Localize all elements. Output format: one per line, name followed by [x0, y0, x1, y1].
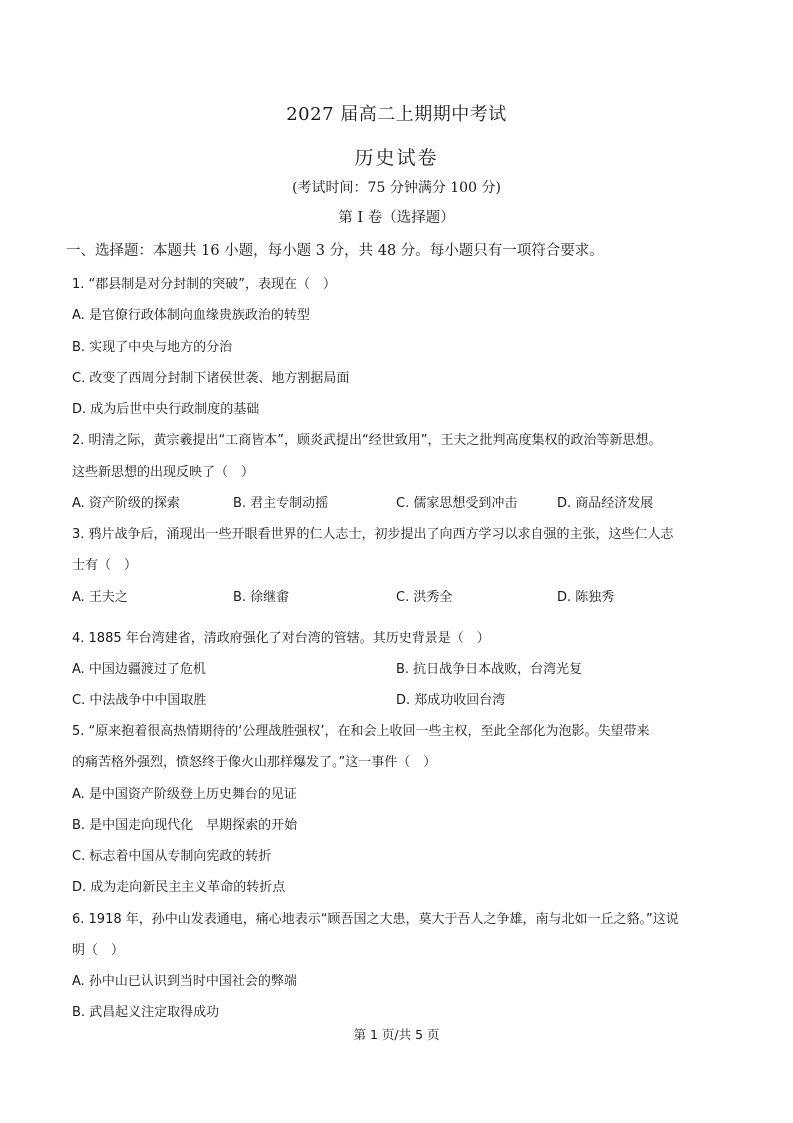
question-1-stem: 1. “郡县制是对分封制的突破”，表现在（ ）	[72, 277, 337, 292]
section-instructions: 一、选择题：本题共 16 小题，每小题 3 分，共 48 分。每小题只有一项符合要求。	[66, 243, 604, 259]
question-6-stem-line-1: 6. 1918 年，孙中山发表通电，痛心地表示“顾吾国之大患，莫大于吾人之争雄，南与北如一丘之貉。”这说	[72, 912, 679, 927]
page-footer: 第 1 页/共 5 页	[353, 1027, 440, 1042]
question-2-option-c: C. 儒家思想受到冲击	[396, 496, 518, 511]
question-1-option-c: C. 改变了西周分封制下诸侯世袭、地方割据局面	[72, 371, 350, 386]
question-6-option-a: A. 孙中山已认识到当时中国社会的弊端	[72, 974, 297, 989]
question-4-option-d: D. 郑成功收回台湾	[396, 693, 506, 708]
volume-heading: 第 I 卷（选择题）	[338, 210, 455, 226]
exam-subject: 历史试卷	[354, 147, 439, 169]
question-3-stem-line-2: 士有（ ）	[72, 558, 138, 573]
question-3-option-b: B. 徐继畬	[233, 590, 290, 605]
question-5-option-c: C. 标志着中国从专制向宪政的转折	[72, 849, 272, 864]
question-2-option-a: A. 资产阶级的探索	[72, 496, 180, 511]
question-3-stem-line-1: 3. 鸦片战争后，涌现出一些开眼看世界的仁人志士，初步提出了向西方学习以求自强的主张，这些仁人志	[72, 527, 674, 542]
question-2-option-b: B. 君主专制动摇	[233, 496, 329, 511]
question-5-stem-line-2: 的痛苦格外强烈，愤怒终于像火山那样爆发了。”这一事件（ ）	[72, 755, 437, 770]
question-3-option-a: A. 王夫之	[72, 590, 128, 605]
question-5-option-a: A. 是中国资产阶级登上历史舞台的见证	[72, 787, 297, 802]
question-1-option-a: A. 是官僚行政体制向血缘贵族政治的转型	[72, 308, 310, 323]
question-1-option-b: B. 实现了中央与地方的分治	[72, 340, 233, 355]
question-4-stem: 4. 1885 年台湾建省，清政府强化了对台湾的管辖。其历史背景是（ ）	[72, 631, 490, 646]
question-2-option-d: D. 商品经济发展	[557, 496, 654, 511]
question-5-stem-line-1: 5. “原来抱着很高热情期待的‘公理战胜强权’，在和会上收回一些主权，至此全部化为泡影。失望带来	[72, 724, 650, 739]
question-4-option-a: A. 中国边疆渡过了危机	[72, 662, 206, 677]
exam-title: 2027 届高二上期期中考试	[286, 104, 507, 125]
question-1-option-d: D. 成为后世中央行政制度的基础	[72, 402, 260, 417]
question-6-stem-line-2: 明（ ）	[72, 943, 125, 958]
question-6-option-b: B. 武昌起义注定取得成功	[72, 1005, 220, 1020]
question-3-option-c: C. 洪秀全	[396, 590, 453, 605]
question-3-option-d: D. 陈独秀	[557, 590, 615, 605]
question-4-option-c: C. 中法战争中中国取胜	[72, 693, 207, 708]
question-5-option-b: B. 是中国走向现代化 早期探索的开始	[72, 818, 298, 833]
exam-time-info: (考试时间：75 分钟满分 100 分)	[292, 180, 501, 196]
question-5-option-d: D. 成为走向新民主主义革命的转折点	[72, 880, 286, 895]
question-4-option-b: B. 抗日战争日本战败，台湾光复	[396, 662, 583, 677]
question-2-stem-line-1: 2. 明清之际，黄宗羲提出“工商皆本”，顾炎武提出“经世致用”，王夫之批判高度集权的政治等新思想。	[72, 433, 662, 448]
question-2-stem-line-2: 这些新思想的出现反映了（ ）	[72, 465, 255, 480]
